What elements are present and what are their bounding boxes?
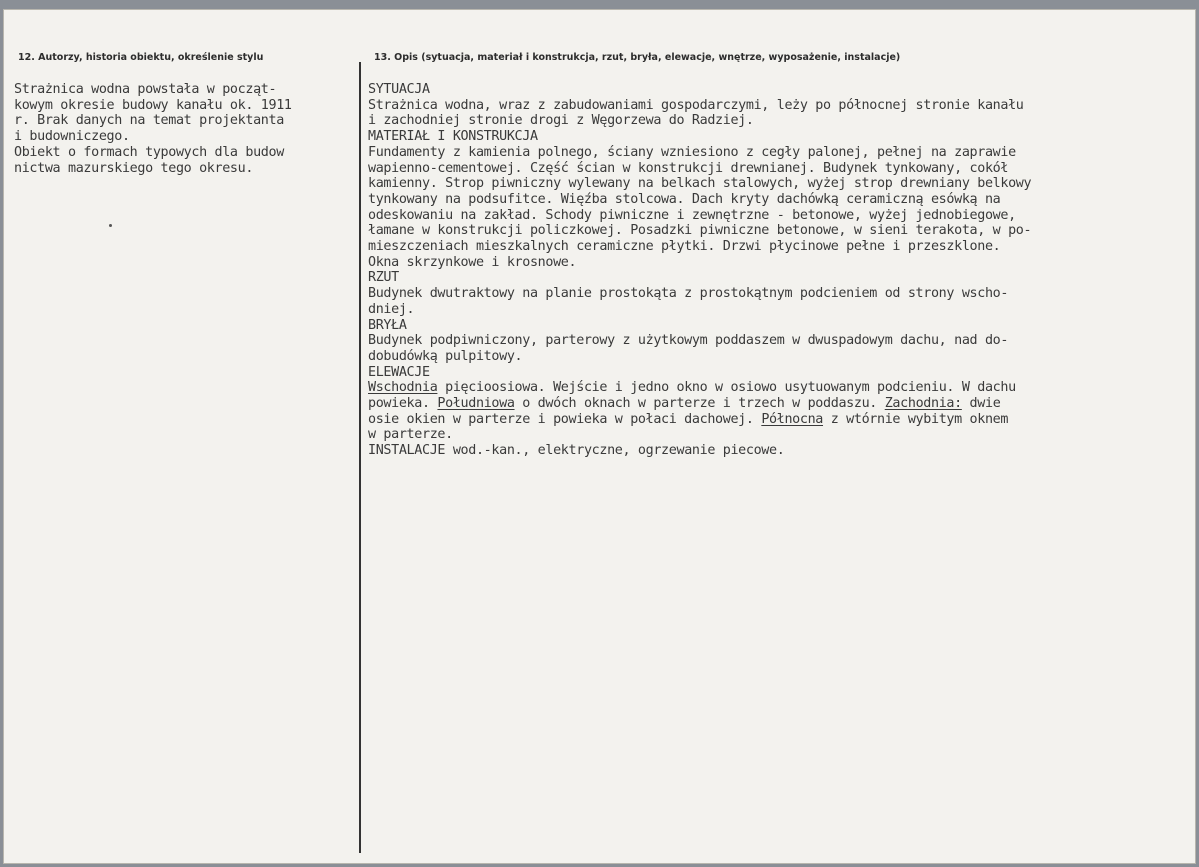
elevation-line — [368, 412, 1188, 428]
text-line: Okna skrzynkowe i krosnowe. — [368, 254, 577, 270]
north-elevation-label: Północna — [761, 411, 824, 427]
text-line: Fundamenty z kamienia polnego, ściany wzniesiono z cegły palonej, pełnej na zaprawie — [368, 144, 1016, 160]
text-line: Obiekt o formach typowych dla budow — [14, 144, 284, 160]
description-text — [368, 82, 1188, 459]
text-line: Budynek podpiwniczony, parterowy z użytkowym poddaszem w dwuspadowym dachu, nad do- — [368, 333, 1009, 349]
text-segment: powieka. — [368, 396, 438, 412]
text-segment: osie okien w parterze i powieka w połaci dachowej. — [368, 411, 762, 427]
elevation-line — [368, 380, 1188, 396]
section-12-header: 12. Autorzy, historia obiektu, określenie stylu — [18, 52, 264, 63]
instalacje-line — [368, 443, 1188, 459]
text-line: kowym okresie budowy kanału ok. 1911 — [14, 97, 292, 113]
text-line: Budynek dwutraktowy na planie prostokąta z prostokątnym podcieniem od strony wscho- — [368, 286, 1009, 302]
rzut-heading: RZUT — [368, 270, 399, 286]
text-line: nictwa mazurskiego tego okresu. — [14, 160, 254, 176]
history-text — [14, 82, 360, 176]
text-line: i budowniczego. — [14, 129, 130, 145]
text-segment: o dwóch oknach w parterze i trzech w poddaszu. — [514, 396, 885, 412]
column-divider — [359, 62, 361, 853]
text-line: Strażnica wodna, wraz z zabudowaniami gospodarczymi, leży po północnej stronie kanału — [368, 97, 1024, 113]
text-segment: z wtórnie wybitym oknem — [823, 411, 1009, 427]
ink-dot — [109, 224, 112, 227]
text-line: kamienny. Strop piwniczny wylewany na belkach stalowych, wyżej strop drewniany belkowy — [368, 176, 1032, 192]
elevation-line — [368, 396, 1188, 412]
text-line: wapienno-cementowej. Część ścian w konstrukcji drewnianej. Budynek tynkowany, cokół — [368, 160, 1009, 176]
south-elevation-label: Południowa — [437, 396, 515, 412]
sytuacja-heading: SYTUACJA — [368, 82, 430, 97]
text-line: tynkowany na podsufitce. Więźba stolcowa. Dach kryty dachówką ceramiczną esówką na — [368, 191, 1001, 207]
elewacje-heading: ELEWACJE — [368, 364, 430, 380]
text-line: i zachodniej stronie drogi z Węgorzewa do Radziej. — [368, 113, 754, 129]
text-line: odeskowaniu na zakład. Schody piwniczne i zewnętrzne - betonowe, wyżej jednobiegowe, — [368, 207, 1016, 223]
text-line: r. Brak danych na temat projektanta — [14, 113, 284, 129]
text-line: Strażnica wodna powstała w począt- — [14, 82, 277, 97]
section-13-header: 13. Opis (sytuacja, materiał i konstrukcja, rzut, bryła, elewacje, wnętrze, wyposażenie, instalacje) — [374, 52, 901, 63]
text-line: w parterze. — [368, 427, 453, 443]
text-line: łamane w konstrukcji policzkowej. Posadzki piwniczne betonowe, w sieni terakota, w po- — [368, 223, 1032, 239]
west-elevation-label: Zachodnia: — [884, 396, 962, 412]
text-line: dobudówką pulpitowy. — [368, 348, 523, 364]
text-segment: wod.-kan., elektryczne, ogrzewanie piecowe. — [445, 443, 785, 459]
bryla-heading: BRYŁA — [368, 317, 407, 333]
instalacje-heading: INSTALACJE — [368, 443, 446, 459]
text-line: dniej. — [368, 301, 415, 317]
east-elevation-label: Wschodnia — [368, 380, 438, 396]
text-segment: pięcioosiowa. Wejście i jedno okno w osiowo usytuowanym podcieniu. W dachu — [437, 380, 1016, 396]
material-heading: MATERIAŁ I KONSTRUKCJA — [368, 129, 538, 145]
text-line: mieszczeniach mieszkalnych ceramiczne płytki. Drzwi płycinowe pełne i przeszklone. — [368, 239, 1001, 255]
text-segment: dwie — [961, 396, 1001, 412]
